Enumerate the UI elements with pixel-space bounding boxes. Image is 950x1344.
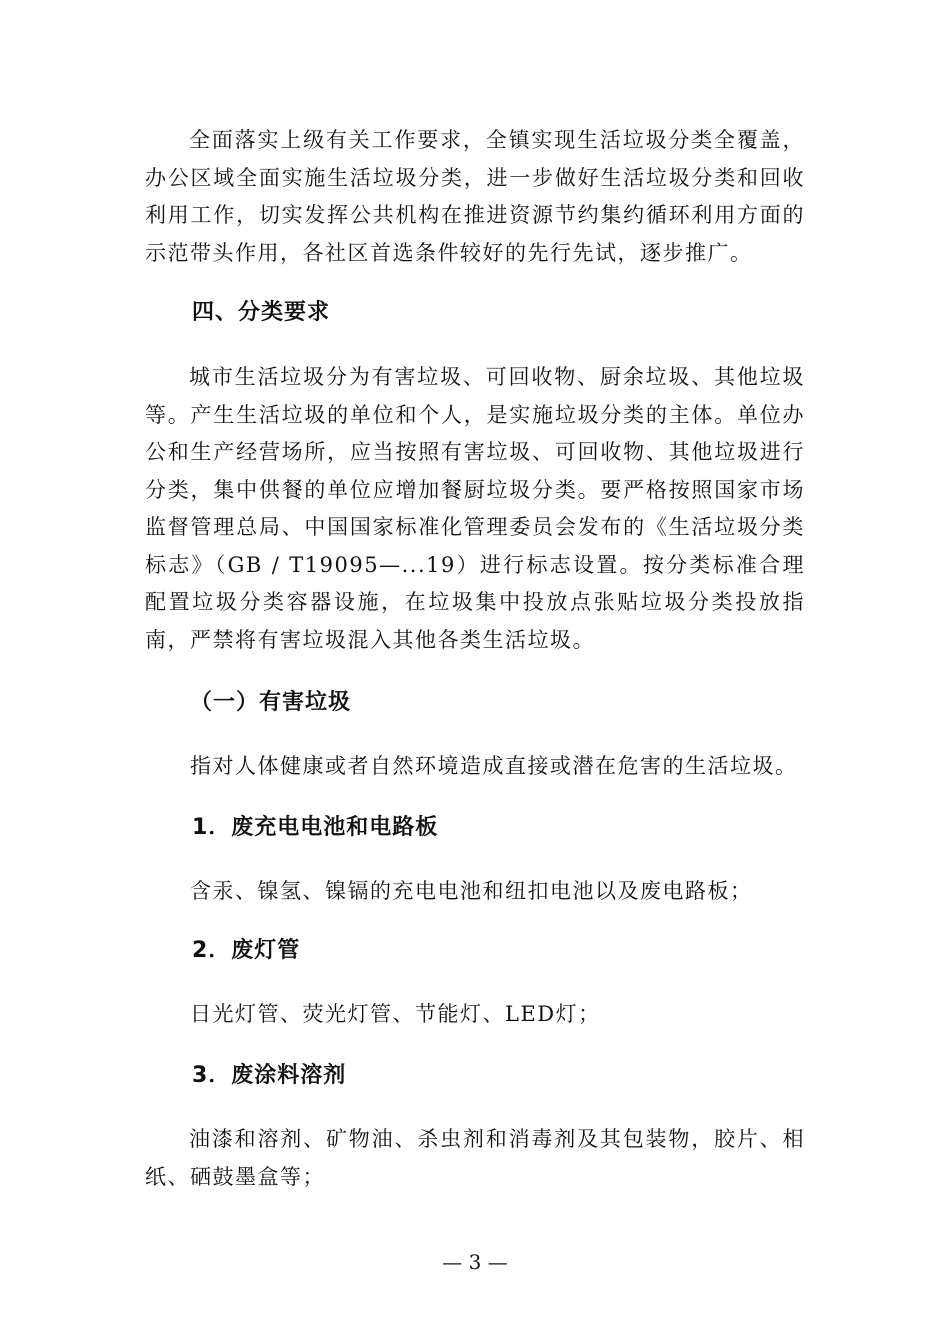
item-description-batteries: 含汞、镍氢、镍镉的充电电池和纽扣电池以及废电路板； [190,879,753,903]
item-heading-lamps: 2．废灯管 [192,938,301,963]
section-heading-classification-requirements: 四、分类要求 [192,300,331,325]
item-heading-batteries-circuit-boards: 1．废充电电池和电路板 [192,815,439,840]
item-description-lamps: 日光灯管、荧光灯管、节能灯、LED灯； [190,1002,601,1026]
classification-paragraph: 城市生活垃圾分为有害垃圾、可回收物、厨余垃圾、其他垃圾等。产生生活垃圾的单位和个人，是实施垃圾分类的主体。单位办公和生产经营场所，应当按照有害垃圾、可回收物、其他垃圾进行分类，集中供餐的单位应增加餐厨垃圾分类。要严格按照国家市场监督管理总局、中国国家标准化管理委员会发布的《生活垃圾分类标志》（GB / T19095—...19）进行标志设置。按分类标准合理配置垃圾分类容器设施，在垃圾集中投放点张贴垃圾分类投放指南，严禁将有害垃圾混入其他各类生活垃圾。 [145,365,805,652]
subsection-heading-hazardous-waste: （一）有害垃圾 [190,690,352,715]
intro-paragraph: 全面落实上级有关工作要求，全镇实现生活垃圾分类全覆盖，办公区域全面实施生活垃圾分类，进一步做好生活垃圾分类和回收利用工作，切实发挥公共机构在推进资源节约集约循环利用方面的示范带头作用，各社区首选条件较好的先行先试，逐步推广。 [145,128,805,265]
paints-solvents-paragraph: 油漆和溶剂、矿物油、杀虫剂和消毒剂及其包装物，胶片、相纸、硒鼓墨盒等； [145,1127,805,1189]
item-heading-paints-solvents: 3．废涂料溶剂 [192,1063,347,1088]
hazardous-waste-definition: 指对人体健康或者自然环境造成直接或潜在危害的生活垃圾。 [190,754,798,778]
page-number: — 3 — [442,1250,508,1274]
